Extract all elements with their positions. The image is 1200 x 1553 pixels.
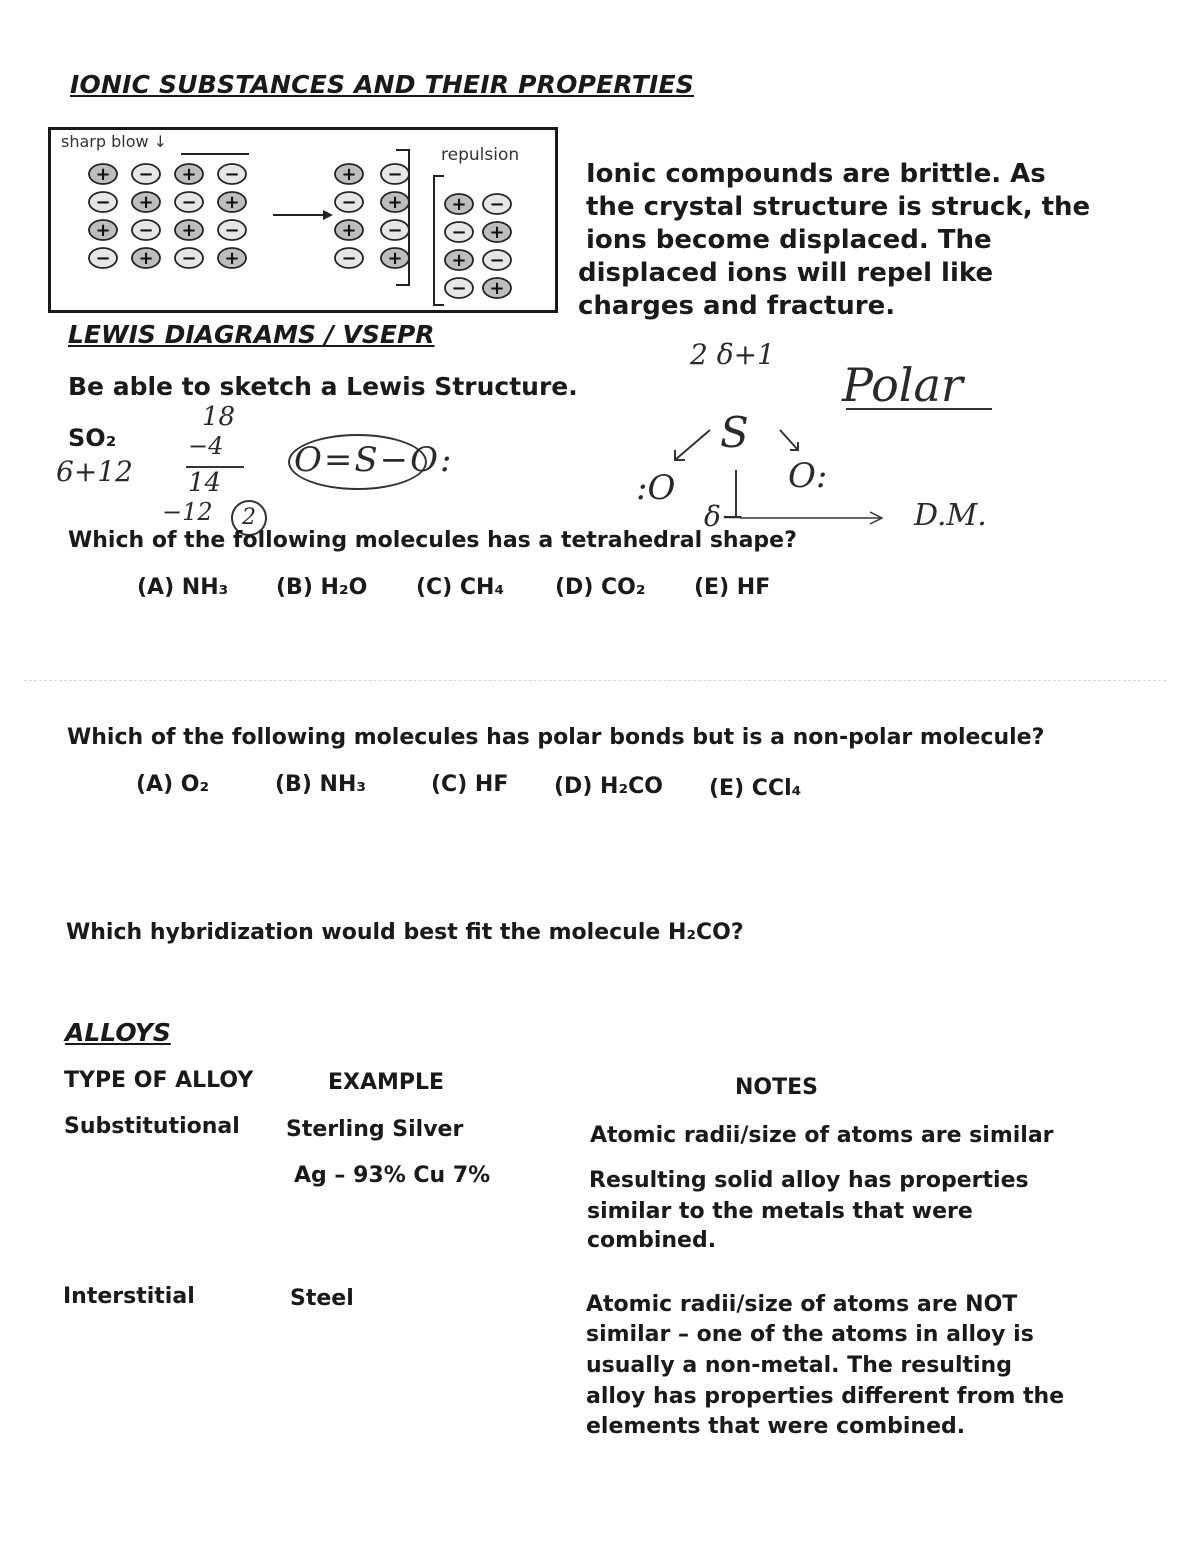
hand-minus-4: −4: [188, 432, 224, 460]
sub-note-2-line-3: combined.: [587, 1228, 717, 1253]
q2-option-d: (D) H₂CO: [554, 774, 663, 799]
svg-text:+: +: [181, 164, 197, 185]
repulsion-label: repulsion: [441, 145, 520, 165]
cation-icon: [483, 222, 511, 243]
alloy-example-composition: Ag – 93% Cu 7%: [294, 1163, 491, 1188]
svg-text:+: +: [224, 192, 240, 213]
svg-text:−: −: [138, 164, 154, 185]
brittle-line-5: charges and fracture.: [578, 291, 896, 321]
col-header-type: TYPE OF ALLOY: [64, 1068, 254, 1093]
svg-text:−: −: [489, 250, 505, 271]
svg-text:+: +: [387, 192, 403, 213]
svg-text:+: +: [181, 220, 197, 241]
sub-note-1: Atomic radii/size of atoms are similar: [590, 1123, 1054, 1148]
hand-dipole-arrows: [640, 410, 900, 530]
hand-minus-12: −12: [162, 498, 213, 526]
anion-icon: [381, 164, 409, 185]
svg-text:+: +: [341, 220, 357, 241]
int-note-line-2: similar – one of the atoms in alloy is: [586, 1322, 1034, 1347]
so2-formula: SO₂: [68, 424, 117, 452]
sharp-blow-label: sharp blow ↓: [61, 132, 168, 151]
svg-text:+: +: [387, 248, 403, 269]
anion-icon: [218, 220, 246, 241]
page-title: IONIC SUBSTANCES AND THEIR PROPERTIES: [70, 70, 694, 99]
svg-text:−: −: [387, 220, 403, 241]
svg-text:+: +: [138, 192, 154, 213]
col-header-notes: NOTES: [735, 1075, 818, 1100]
svg-text:−: −: [341, 248, 357, 269]
svg-text:−: −: [451, 222, 467, 243]
hand-14: 14: [188, 468, 222, 498]
ion-lattice: [89, 164, 511, 299]
alloy-type-interstitial: Interstitial: [63, 1284, 195, 1309]
anion-icon: [483, 250, 511, 271]
q1-option-a: (A) NH₃: [137, 575, 229, 600]
hand-dipole-label: D.M.: [914, 498, 987, 533]
anion-icon: [335, 192, 363, 213]
cation-icon: [335, 164, 363, 185]
hand-electron-count: 6+12: [56, 455, 133, 488]
svg-text:+: +: [224, 248, 240, 269]
alloys-heading: ALLOYS: [65, 1018, 171, 1047]
q2-option-c: (C) HF: [431, 772, 509, 797]
anion-icon: [132, 220, 160, 241]
q2-option-e: (E) CCl₄: [709, 776, 802, 801]
svg-text:+: +: [451, 250, 467, 271]
shift-arrow-head: [323, 210, 333, 220]
hand-18: 18: [202, 402, 236, 432]
int-note-line-4: alloy has properties different from the: [586, 1384, 1065, 1409]
brittle-line-2: the crystal structure is struck, the: [586, 192, 1091, 222]
right-bracket: [434, 176, 444, 305]
anion-icon: [132, 164, 160, 185]
cation-icon: [445, 250, 473, 271]
anion-icon: [89, 192, 117, 213]
svg-text:+: +: [451, 194, 467, 215]
svg-text:−: −: [95, 248, 111, 269]
int-note-line-1: Atomic radii/size of atoms are NOT: [586, 1292, 1018, 1317]
alloy-example-sterling: Sterling Silver: [286, 1117, 464, 1142]
svg-text:−: −: [224, 164, 240, 185]
hand-atom-o-right: O:: [788, 456, 828, 496]
question-hybridization: Which hybridization would best fit the molecule H₂CO?: [66, 920, 744, 945]
q2-option-b: (B) NH₃: [275, 772, 366, 797]
cation-icon: [483, 278, 511, 299]
anion-icon: [175, 192, 203, 213]
anion-icon: [175, 248, 203, 269]
lewis-heading: LEWIS DIAGRAMS / VSEPR: [68, 320, 435, 349]
anion-icon: [335, 248, 363, 269]
hand-delta-plus: 2 δ+1: [690, 338, 775, 371]
sub-note-2-line-2: similar to the metals that were: [587, 1199, 973, 1224]
svg-text:−: −: [181, 192, 197, 213]
q1-option-e: (E) HF: [694, 575, 771, 600]
hand-atom-s: S: [720, 408, 749, 457]
svg-text:−: −: [489, 194, 505, 215]
hand-polar: Polar: [842, 358, 963, 412]
brittle-line-3: ions become displaced. The: [586, 225, 992, 255]
q1-option-d: (D) CO₂: [555, 575, 646, 600]
svg-text:−: −: [451, 278, 467, 299]
cation-icon: [89, 164, 117, 185]
alloy-example-steel: Steel: [290, 1286, 354, 1311]
hand-delta-minus: δ−: [704, 500, 745, 533]
cation-icon: [335, 220, 363, 241]
anion-icon: [483, 194, 511, 215]
hand-lewis-structure: O=S−O:: [294, 440, 454, 480]
svg-text:−: −: [341, 192, 357, 213]
int-note-line-5: elements that were combined.: [586, 1414, 966, 1439]
svg-text:+: +: [138, 248, 154, 269]
cation-icon: [175, 220, 203, 241]
cation-icon: [132, 192, 160, 213]
q1-option-c: (C) CH₄: [416, 575, 505, 600]
cation-icon: [175, 164, 203, 185]
svg-text:+: +: [489, 278, 505, 299]
cation-icon: [218, 248, 246, 269]
q1-option-b: (B) H₂O: [276, 575, 368, 600]
anion-icon: [89, 248, 117, 269]
cation-icon: [218, 192, 246, 213]
lewis-instruction: Be able to sketch a Lewis Structure.: [68, 372, 578, 401]
fold-line: [24, 680, 1166, 681]
sub-note-2-line-1: Resulting solid alloy has properties: [589, 1168, 1029, 1193]
svg-text:+: +: [95, 220, 111, 241]
alloy-type-substitutional: Substitutional: [64, 1114, 240, 1139]
crystal-fracture-figure: [48, 127, 558, 313]
svg-text:+: +: [489, 222, 505, 243]
cation-icon: [381, 192, 409, 213]
anion-icon: [445, 278, 473, 299]
q2-option-a: (A) O₂: [136, 772, 210, 797]
question-nonpolar: Which of the following molecules has polar bonds but is a non-polar molecule?: [67, 725, 1045, 750]
anion-icon: [445, 222, 473, 243]
col-header-example: EXAMPLE: [328, 1070, 445, 1095]
cation-icon: [381, 248, 409, 269]
svg-text:−: −: [95, 192, 111, 213]
int-note-line-3: usually a non-metal. The resulting: [586, 1353, 1012, 1378]
hand-atom-o-left: :O: [636, 468, 676, 508]
svg-text:−: −: [138, 220, 154, 241]
cation-icon: [445, 194, 473, 215]
hand-circled-2: 2: [231, 500, 267, 536]
question-tetrahedral: Which of the following molecules has a tetrahedral shape?: [68, 528, 797, 553]
svg-text:+: +: [341, 164, 357, 185]
svg-text:−: −: [181, 248, 197, 269]
brittle-line-4: displaced ions will repel like: [578, 258, 994, 288]
anion-icon: [381, 220, 409, 241]
svg-text:−: −: [387, 164, 403, 185]
cation-icon: [89, 220, 117, 241]
svg-text:−: −: [224, 220, 240, 241]
svg-text:+: +: [95, 164, 111, 185]
brittle-line-1: Ionic compounds are brittle. As: [586, 159, 1046, 189]
anion-icon: [218, 164, 246, 185]
cation-icon: [132, 248, 160, 269]
ion-lattice-diagram: [51, 130, 555, 310]
